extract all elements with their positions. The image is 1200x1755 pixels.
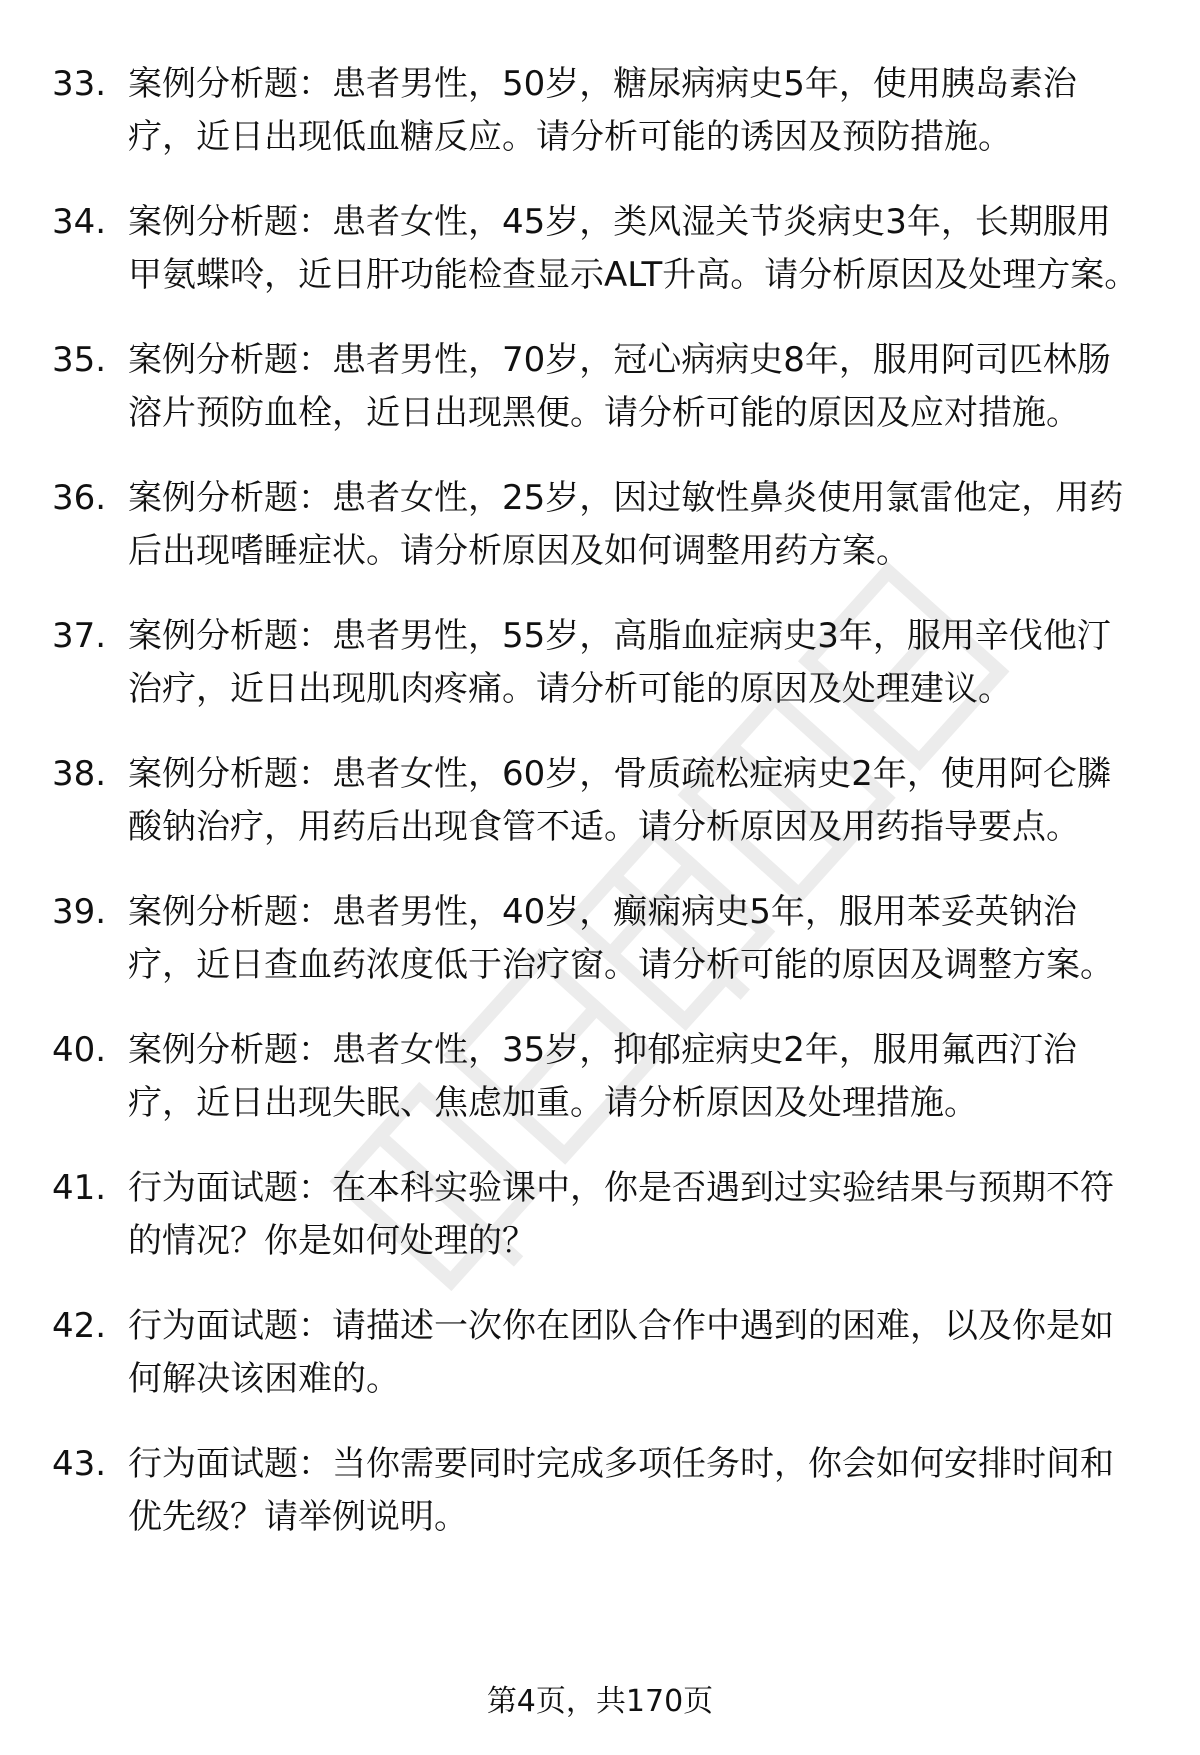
question-item — [0, 1024, 1200, 1130]
question-text: 案例分析题：患者女性，25岁，因过敏性鼻炎使用氯雷他定，用药后出现嗜睡症状。请分析原因及如何调整用药方案。 — [128, 478, 1124, 571]
question-text: 案例分析题：患者男性，55岁，高脂血症病史3年，服用辛伐他汀治疗，近日出现肌肉疼痛。请分析可能的原因及处理建议。 — [128, 616, 1111, 709]
question-number: 38. — [52, 754, 107, 794]
question-text: 案例分析题：患者男性，40岁，癫痫病史5年，服用苯妥英钠治疗，近日查血药浓度低于治疗窗。请分析可能的原因及调整方案。 — [128, 892, 1114, 985]
question-number: 37. — [52, 616, 107, 656]
question-number: 39. — [52, 892, 107, 932]
question-number: 36. — [52, 478, 107, 518]
question-text: 案例分析题：患者女性，45岁，类风湿关节炎病史3年，长期服用甲氨蝶呤，近日肝功能检查显示ALT升高。请分析原因及处理方案。 — [128, 202, 1139, 295]
question-list — [0, 58, 1200, 1544]
question-number: 34. — [52, 202, 107, 242]
question-text: 案例分析题：患者男性，50岁，糖尿病病史5年，使用胰岛素治疗，近日出现低血糖反应。请分析可能的诱因及预防措施。 — [128, 64, 1077, 157]
question-number: 42. — [52, 1306, 107, 1346]
question-item — [0, 196, 1200, 302]
question-text: 案例分析题：患者女性，35岁，抑郁症病史2年，服用氟西汀治疗，近日出现失眠、焦虑加重。请分析原因及处理措施。 — [128, 1030, 1077, 1123]
question-number: 40. — [52, 1030, 107, 1070]
page-number: 第4页，共170页 — [486, 1684, 714, 1719]
question-item — [0, 1438, 1200, 1544]
question-text: 行为面试题：当你需要同时完成多项任务时，你会如何安排时间和优先级？请举例说明。 — [128, 1444, 1114, 1537]
question-item — [0, 1162, 1200, 1268]
question-number: 43. — [52, 1444, 107, 1484]
question-number: 41. — [52, 1168, 107, 1208]
question-number: 35. — [52, 340, 107, 380]
question-item — [0, 610, 1200, 716]
question-text: 案例分析题：患者女性，60岁，骨质疏松症病史2年，使用阿仑膦酸钠治疗，用药后出现食管不适。请分析原因及用药指导要点。 — [128, 754, 1111, 847]
question-item — [0, 886, 1200, 992]
question-number: 33. — [52, 64, 107, 104]
question-section — [0, 58, 1200, 1576]
question-item — [0, 472, 1200, 578]
question-item — [0, 58, 1200, 164]
question-text: 行为面试题：请描述一次你在团队合作中遇到的困难，以及你是如何解决该困难的。 — [128, 1306, 1114, 1399]
question-item — [0, 334, 1200, 440]
question-text: 案例分析题：患者男性，70岁，冠心病病史8年，服用阿司匹林肠溶片预防血栓，近日出现黑便。请分析可能的原因及应对措施。 — [128, 340, 1111, 433]
question-text: 行为面试题：在本科实验课中，你是否遇到过实验结果与预期不符的情况？你是如何处理的？ — [128, 1168, 1114, 1261]
question-item — [0, 748, 1200, 854]
question-item — [0, 1300, 1200, 1406]
